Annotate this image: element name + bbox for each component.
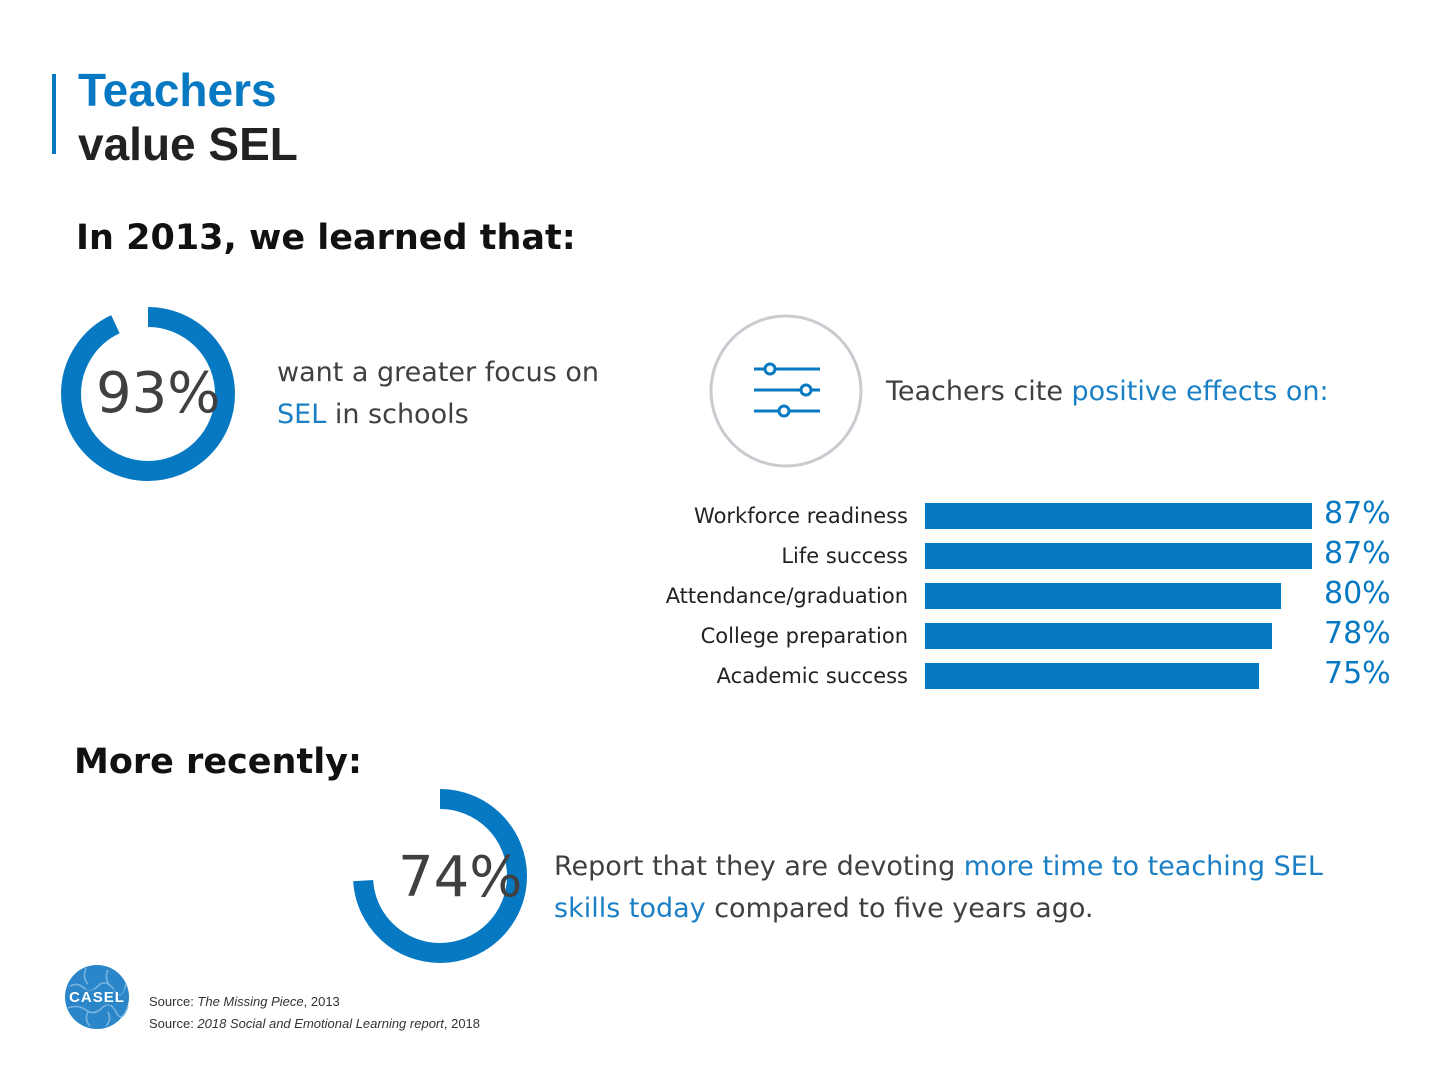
bar: [925, 583, 1281, 609]
bar-label: Attendance/graduation: [665, 584, 908, 608]
source-line-1: [149, 994, 340, 1009]
stat-93-description: [277, 352, 657, 436]
section-heading-2013: In 2013, we learned that:: [76, 218, 576, 258]
effects-intro-accent: positive effects on:: [1071, 376, 1329, 407]
casel-logo: [64, 964, 130, 1030]
bar-value-label: 78%: [1324, 616, 1391, 651]
source-line-2: [149, 1016, 480, 1031]
bar-label: Workforce readiness: [694, 504, 908, 528]
casel-logo-text: CASEL: [69, 989, 125, 1006]
stat-93-text-1: want a greater focus on: [277, 357, 599, 388]
section-heading-recent: More recently:: [74, 742, 362, 782]
stat-93-text-2: in schools: [326, 399, 469, 430]
bar-value-label: 87%: [1324, 536, 1391, 571]
effects-intro-text: Teachers cite: [886, 376, 1072, 407]
bar: [925, 663, 1259, 689]
bar-value-label: 87%: [1324, 496, 1391, 531]
stat-74-text-2: compared to five years ago.: [705, 893, 1094, 924]
bar: [925, 623, 1272, 649]
page-title-line1: Teachers: [78, 64, 277, 116]
bar-value-label: 75%: [1324, 656, 1391, 691]
source-1-prefix: Source:: [149, 994, 198, 1009]
stat-74-percent: 74%: [398, 845, 523, 910]
effects-intro: [886, 371, 1329, 413]
stat-93-percent: 93%: [96, 361, 221, 426]
bar-label: Life success: [781, 544, 908, 568]
bar-value-label: 80%: [1324, 576, 1391, 611]
stat-93-text-accent: SEL: [277, 399, 327, 430]
bar-label: Academic success: [716, 664, 908, 688]
bar-label: College preparation: [700, 624, 908, 648]
stat-74-text-1: Report that they are devoting: [554, 851, 964, 882]
source-2-prefix: Source:: [149, 1016, 198, 1031]
sliders-icon: [708, 313, 864, 469]
bar: [925, 503, 1312, 529]
source-2-suffix: , 2018: [443, 1016, 481, 1031]
source-1-title: The Missing Piece: [197, 994, 304, 1009]
stat-74-text-accent: more time to teaching SEL skills today: [554, 851, 1323, 924]
page-title-line2: value SEL: [78, 118, 298, 170]
source-1-suffix: , 2013: [303, 994, 340, 1009]
stat-74-description: [554, 846, 1334, 930]
title-accent-bar: [52, 74, 56, 154]
bar: [925, 543, 1312, 569]
source-2-title: 2018 Social and Emotional Learning report: [197, 1016, 444, 1031]
